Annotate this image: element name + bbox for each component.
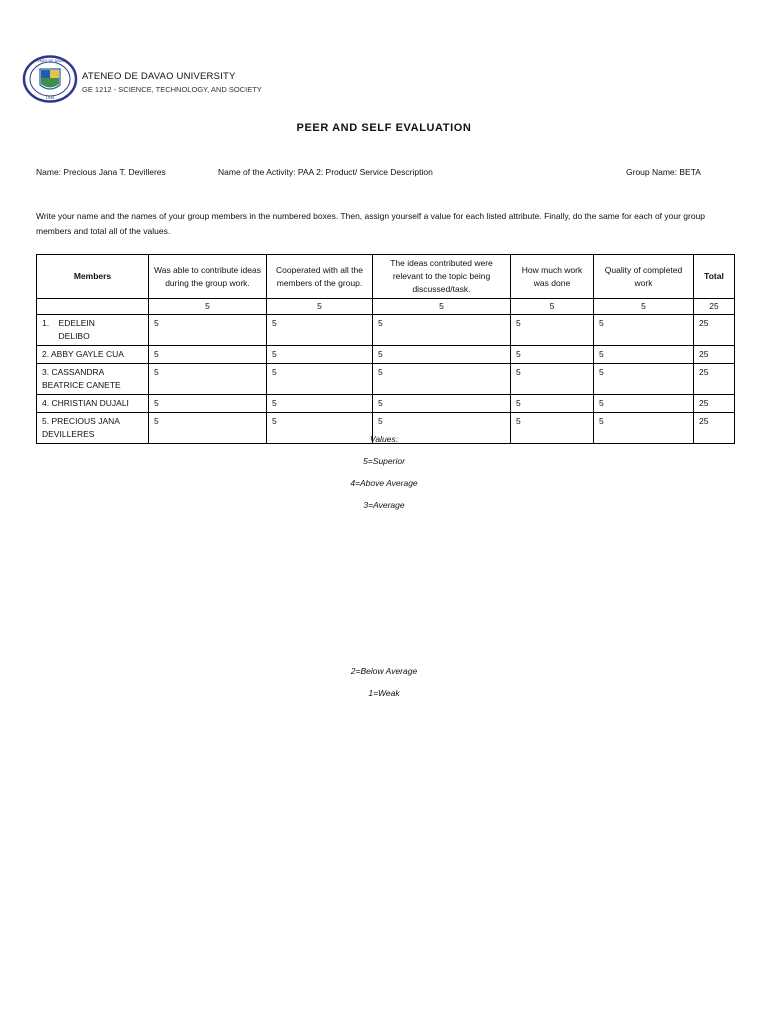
svg-text:ATENEO DE DAVAO: ATENEO DE DAVAO bbox=[33, 59, 67, 63]
activity-name: Name of the Activity: PAA 2: Product/ Service Description bbox=[218, 167, 433, 177]
group-name: Group Name: BETA bbox=[626, 167, 701, 177]
table-row bbox=[37, 364, 735, 395]
max-score-cell: 5 bbox=[594, 299, 694, 315]
total-cell: 25 bbox=[694, 413, 735, 444]
max-score-cell bbox=[37, 299, 149, 315]
header-members: Members bbox=[37, 255, 149, 299]
score-cell: 5 bbox=[373, 395, 511, 413]
score-cell: 5 bbox=[511, 346, 594, 364]
member-name: 3. CASSANDRA BEATRICE CANETE bbox=[37, 364, 149, 395]
score-cell: 5 bbox=[594, 413, 694, 444]
total-cell: 25 bbox=[694, 395, 735, 413]
score-cell: 5 bbox=[511, 413, 594, 444]
header-quality: Quality of completed work bbox=[594, 255, 694, 299]
university-name: ATENEO DE DAVAO UNIVERSITY bbox=[82, 71, 236, 82]
score-cell: 5 bbox=[267, 315, 373, 346]
score-cell: 5 bbox=[511, 364, 594, 395]
member-name: 2. ABBY GAYLE CUA bbox=[37, 346, 149, 364]
legend-item: 2=Below Average bbox=[350, 666, 418, 676]
member-name: 4. CHRISTIAN DUJALI bbox=[37, 395, 149, 413]
legend-item: 3=Average bbox=[363, 500, 405, 510]
member-name: 1. EDELEIN DELIBO bbox=[37, 315, 149, 346]
course-title: GE 1212 - SCIENCE, TECHNOLOGY, AND SOCIETY bbox=[82, 85, 262, 94]
score-cell: 5 bbox=[267, 413, 373, 444]
score-cell: 5 bbox=[594, 315, 694, 346]
score-cell: 5 bbox=[373, 364, 511, 395]
header-relevant-ideas: The ideas contributed were relevant to the topic being discussed/task. bbox=[373, 255, 511, 299]
legend-heading: Values: bbox=[369, 434, 399, 444]
score-cell: 5 bbox=[373, 413, 511, 444]
score-cell: 5 bbox=[594, 346, 694, 364]
legend-item: 1=Weak bbox=[368, 688, 400, 698]
max-score-row bbox=[37, 299, 735, 315]
student-name: Name: Precious Jana T. Devilleres bbox=[36, 167, 166, 177]
max-score-cell: 25 bbox=[694, 299, 735, 315]
max-score-cell: 5 bbox=[511, 299, 594, 315]
svg-text:1948: 1948 bbox=[45, 96, 55, 100]
max-score-cell: 5 bbox=[267, 299, 373, 315]
score-cell: 5 bbox=[267, 346, 373, 364]
header-cooperated: Cooperated with all the members of the group. bbox=[267, 255, 373, 299]
score-cell: 5 bbox=[511, 395, 594, 413]
university-seal bbox=[22, 55, 78, 103]
table-row bbox=[37, 315, 735, 346]
legend-item: 4=Above Average bbox=[350, 478, 418, 488]
score-cell: 5 bbox=[267, 364, 373, 395]
score-cell: 5 bbox=[149, 395, 267, 413]
table-header-row bbox=[37, 255, 735, 299]
score-cell: 5 bbox=[149, 346, 267, 364]
instructions: Write your name and the names of your group members in the numbered boxes. Then, assign yourself a value for each listed attribute. Finally, do the same for each of your group members and total all of the values. bbox=[36, 211, 706, 236]
total-cell: 25 bbox=[694, 364, 735, 395]
legend-item: 5=Superior bbox=[363, 456, 405, 466]
total-cell: 25 bbox=[694, 346, 735, 364]
score-cell: 5 bbox=[373, 315, 511, 346]
header-work-done: How much work was done bbox=[511, 255, 594, 299]
header-total: Total bbox=[694, 255, 735, 299]
total-cell: 25 bbox=[694, 315, 735, 346]
score-cell: 5 bbox=[594, 395, 694, 413]
max-score-cell: 5 bbox=[149, 299, 267, 315]
table-row bbox=[37, 346, 735, 364]
score-cell: 5 bbox=[511, 315, 594, 346]
score-cell: 5 bbox=[149, 364, 267, 395]
score-cell: 5 bbox=[267, 395, 373, 413]
evaluation-table bbox=[36, 254, 735, 444]
score-cell: 5 bbox=[149, 315, 267, 346]
member-name: 5. PRECIOUS JANA DEVILLERES bbox=[37, 413, 149, 444]
score-cell: 5 bbox=[373, 346, 511, 364]
score-cell: 5 bbox=[149, 413, 267, 444]
header-contribute-ideas: Was able to contribute ideas during the group work. bbox=[149, 255, 267, 299]
score-cell: 5 bbox=[594, 364, 694, 395]
document-title: PEER AND SELF EVALUATION bbox=[296, 122, 472, 134]
max-score-cell: 5 bbox=[373, 299, 511, 315]
table-row bbox=[37, 395, 735, 413]
